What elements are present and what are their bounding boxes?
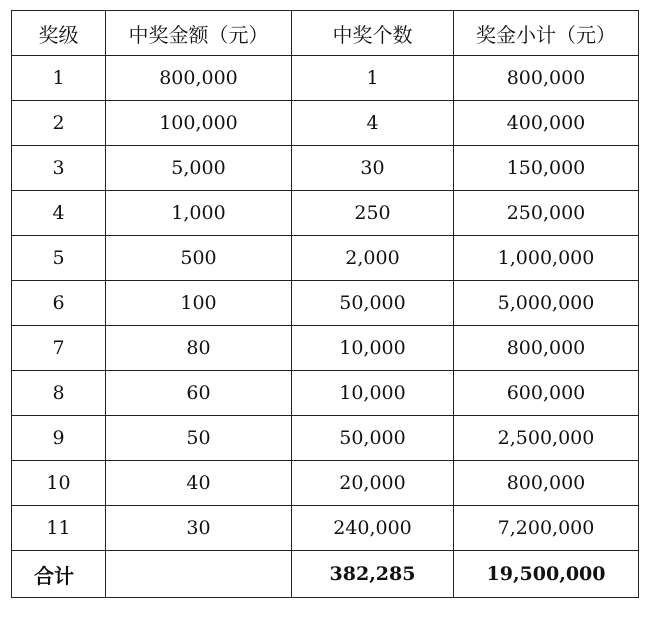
table-row: [12, 281, 639, 326]
table-row: [12, 146, 639, 191]
cell-prize-subtotal: 2,500,000: [454, 416, 639, 461]
cell-prize-amount: 1,000: [106, 191, 292, 236]
cell-winner-count: 2,000: [292, 236, 454, 281]
table-row: [12, 101, 639, 146]
total-label: 合计: [12, 551, 106, 598]
table-row: [12, 326, 639, 371]
cell-winner-count: 50,000: [292, 416, 454, 461]
cell-prize-subtotal: 5,000,000: [454, 281, 639, 326]
header-winner-count: 中奖个数: [292, 11, 454, 56]
cell-prize-amount: 500: [106, 236, 292, 281]
cell-prize-subtotal: 250,000: [454, 191, 639, 236]
table-row: [12, 371, 639, 416]
table-row: [12, 56, 639, 101]
prize-table: [11, 10, 639, 598]
cell-winner-count: 10,000: [292, 371, 454, 416]
cell-prize-level: 11: [12, 506, 106, 551]
cell-prize-amount: 30: [106, 506, 292, 551]
cell-prize-level: 8: [12, 371, 106, 416]
total-amount: [106, 551, 292, 598]
cell-prize-amount: 50: [106, 416, 292, 461]
cell-prize-level: 10: [12, 461, 106, 506]
cell-winner-count: 240,000: [292, 506, 454, 551]
table-row: [12, 236, 639, 281]
cell-prize-amount: 80: [106, 326, 292, 371]
cell-prize-subtotal: 7,200,000: [454, 506, 639, 551]
cell-winner-count: 50,000: [292, 281, 454, 326]
cell-prize-subtotal: 1,000,000: [454, 236, 639, 281]
cell-prize-amount: 800,000: [106, 56, 292, 101]
total-row: [12, 551, 639, 598]
cell-prize-amount: 100: [106, 281, 292, 326]
header-prize-level: 奖级: [12, 11, 106, 56]
cell-winner-count: 10,000: [292, 326, 454, 371]
cell-prize-amount: 60: [106, 371, 292, 416]
cell-prize-level: 3: [12, 146, 106, 191]
cell-prize-subtotal: 400,000: [454, 101, 639, 146]
header-prize-amount: 中奖金额（元）: [106, 11, 292, 56]
cell-winner-count: 1: [292, 56, 454, 101]
cell-prize-subtotal: 800,000: [454, 56, 639, 101]
table-row: [12, 191, 639, 236]
cell-prize-subtotal: 150,000: [454, 146, 639, 191]
cell-prize-level: 7: [12, 326, 106, 371]
cell-prize-level: 1: [12, 56, 106, 101]
total-count: 382,285: [292, 551, 454, 598]
cell-winner-count: 20,000: [292, 461, 454, 506]
table-row: [12, 461, 639, 506]
cell-prize-amount: 100,000: [106, 101, 292, 146]
cell-winner-count: 250: [292, 191, 454, 236]
table-header-row: [12, 11, 639, 56]
cell-prize-subtotal: 800,000: [454, 461, 639, 506]
table-row: [12, 416, 639, 461]
cell-prize-level: 2: [12, 101, 106, 146]
cell-prize-level: 5: [12, 236, 106, 281]
cell-prize-subtotal: 800,000: [454, 326, 639, 371]
cell-prize-amount: 5,000: [106, 146, 292, 191]
total-subtotal: 19,500,000: [454, 551, 639, 598]
cell-prize-level: 9: [12, 416, 106, 461]
cell-prize-amount: 40: [106, 461, 292, 506]
cell-prize-subtotal: 600,000: [454, 371, 639, 416]
table-row: [12, 506, 639, 551]
header-prize-subtotal: 奖金小计（元）: [454, 11, 639, 56]
cell-prize-level: 4: [12, 191, 106, 236]
cell-winner-count: 4: [292, 101, 454, 146]
cell-prize-level: 6: [12, 281, 106, 326]
cell-winner-count: 30: [292, 146, 454, 191]
